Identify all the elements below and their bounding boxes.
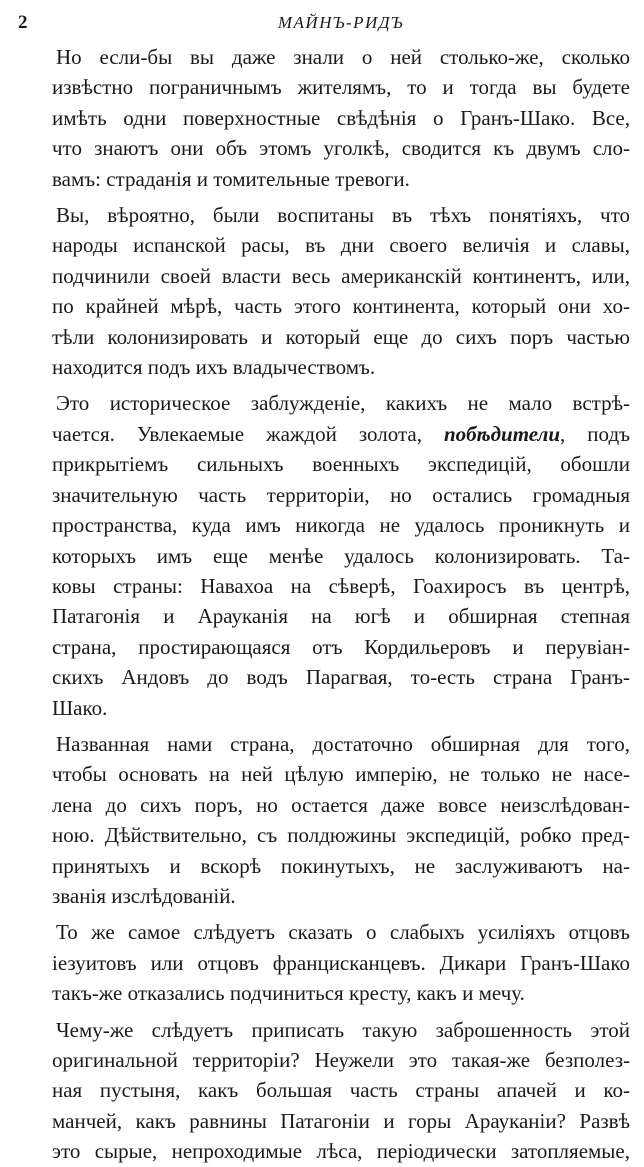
text-line-with-emphasis bbox=[52, 419, 630, 449]
text-line: Названная нами страна, достаточно обширная для того, bbox=[56, 731, 630, 756]
paragraph bbox=[52, 388, 630, 722]
body-text bbox=[52, 42, 630, 1167]
text-line: пространства, куда имъ никогда не удалось проникнуть и bbox=[52, 513, 630, 538]
text-line: находится подъ ихъ владычествомъ. bbox=[52, 355, 376, 380]
text-line: Патагонія и Арауканія на югѣ и обширная степная bbox=[52, 604, 630, 629]
text-line: оригинальной территоріи? Неужели это такая-же безполез- bbox=[52, 1048, 630, 1072]
text-segment: , подъ bbox=[560, 421, 630, 446]
text-line: ною. Дѣйствительно, съ полдюжины экспедицій, робко пред- bbox=[52, 823, 630, 848]
text-line: Вы, вѣроятно, были воспитаны въ тѣхъ понятіяхъ, что bbox=[56, 203, 630, 228]
page-header bbox=[18, 12, 630, 42]
paragraph bbox=[52, 200, 630, 382]
text-line: принятыхъ и вскорѣ покинутыхъ, не заслуживаютъ на- bbox=[52, 853, 630, 878]
page-number: 2 bbox=[18, 12, 28, 33]
text-line: извѣстно пограничнымъ жителямъ, то и тогда вы будете bbox=[52, 75, 630, 100]
text-line: манчей, какъ равнины Патагоніи и горы Арауканіи? Развѣ bbox=[52, 1108, 630, 1133]
text-line: что знаютъ они объ этомъ уголкѣ, сводится къ двумъ сло- bbox=[52, 136, 630, 161]
text-line: прикрытіемъ сильныхъ военныхъ экспедицій, обошли bbox=[52, 452, 630, 477]
text-line: тѣли колонизировать и который еще до сихъ поръ частью bbox=[52, 324, 630, 349]
text-line: Шако. bbox=[52, 695, 108, 720]
paragraph bbox=[52, 917, 630, 1008]
text-line: народы испанской расы, въ дни своего величія и славы, bbox=[52, 233, 630, 258]
text-line: имѣть одни поверхностные свѣдѣнія о Гранъ-Шако. Все, bbox=[52, 105, 630, 130]
paragraph bbox=[52, 1015, 630, 1167]
text-line: такъ-же отказались подчиниться кресту, какъ и мечу. bbox=[52, 981, 525, 1006]
text-line: іезуитовъ или отцовъ францисканцевъ. Дикари Гранъ-Шако bbox=[52, 950, 630, 975]
text-line: званія изслѣдованій. bbox=[52, 883, 236, 908]
text-line: Это историческое заблужденіе, какихъ не мало встрѣ- bbox=[56, 391, 630, 416]
text-line: это сырые, непроходимые лѣса, періодически затопляемые, bbox=[52, 1139, 630, 1164]
paragraph bbox=[52, 729, 630, 911]
text-segment: чается. Увлекаемые жаждой золота, bbox=[52, 421, 422, 446]
text-line: ковы страны: Навахоа на сѣверѣ, Гоахиросъ въ центрѣ, bbox=[52, 573, 630, 598]
text-line: значительную часть территоріи, но остались громадныя bbox=[52, 482, 630, 507]
running-head: МАЙНЪ-РИДЪ bbox=[277, 13, 405, 32]
text-line: страна, простирающаяся отъ Кордильеровъ и перувіан- bbox=[52, 634, 630, 659]
text-line: лена до сихъ поръ, но остается даже вовсе неизслѣдован- bbox=[52, 792, 630, 817]
text-line: подчинили своей власти весь американскій континентъ, или, bbox=[52, 263, 630, 288]
text-line: по крайней мѣрѣ, часть этого континента, который они хо- bbox=[52, 294, 630, 319]
emphasized-word: побѣдители bbox=[443, 421, 561, 446]
paragraph bbox=[52, 42, 630, 194]
text-line: То же самое слѣдуетъ сказать о слабыхъ усиліяхъ отцовъ bbox=[56, 920, 630, 945]
text-line: Но если-бы вы даже знали о ней столько-же, сколько bbox=[56, 45, 630, 69]
text-line: которыхъ имъ еще менѣе удалось колонизировать. Та- bbox=[52, 543, 630, 568]
text-line: чтобы основать на ней цѣлую имперію, не только не насе- bbox=[52, 762, 630, 787]
text-line: скихъ Андовъ до водъ Парагвая, то-есть страна Гранъ- bbox=[52, 665, 630, 690]
text-line: Чему-же слѣдуетъ приписать такую заброшенность этой bbox=[56, 1017, 630, 1042]
text-line: ная пустыня, какъ большая часть страны апачей и ко- bbox=[52, 1078, 630, 1103]
text-line: вамъ: страданія и томительные тревоги. bbox=[52, 166, 410, 191]
